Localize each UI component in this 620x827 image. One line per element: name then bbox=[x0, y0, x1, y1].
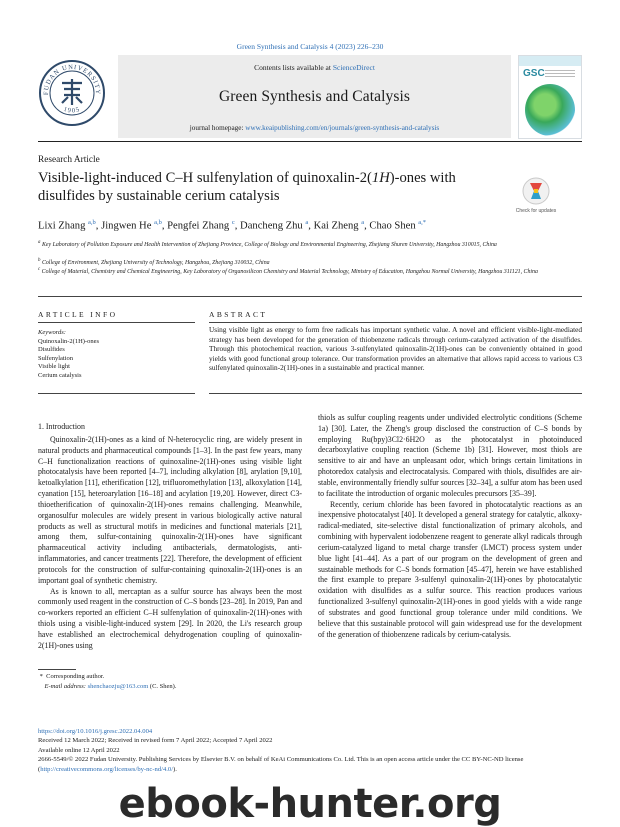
section-heading-introduction: 1. Introduction bbox=[38, 422, 85, 431]
article-title bbox=[38, 170, 488, 205]
author-name: Dancheng Zhu bbox=[240, 220, 303, 232]
body-column-left bbox=[38, 435, 302, 652]
affiliation-a-text: Key Laboratory of Pollution Exposure and Health Intervention of Zhejiang Province, College of Biology and Environmental Engineering, Zhejiang Shuren University, Hangzhou 310015, China bbox=[41, 241, 497, 248]
license-text-1: 2666-5549/© 2022 Fudan University. Publishing Services by Elsevier B.V. on behalf of KeAi Communications Co. Ltd. This is an open access article under the CC BY-NC-ND license ( bbox=[38, 756, 524, 773]
received-dates: Received 12 March 2022; Received in revised form 7 April 2022; Accepted 7 April 2022 bbox=[38, 737, 273, 745]
affiliation-c-text: College of Material, Chemistry and Chemical Engineering, Key Laboratory of Organosilicon Chemistry and Material Technology, Ministry of Education, Hangzhou Normal University, Hangzhou 311121, China bbox=[41, 268, 538, 275]
journal-title: Green Synthesis and Catalysis bbox=[218, 88, 411, 105]
cover-label: GSC bbox=[523, 68, 545, 79]
author-list: Lixi Zhang $^{a,b}$, Jingwen He $^{a,b}$, Pengfei Zhang $^c$, Dancheng Zhu $^a$, Kai Zheng $^a$, Chao Shen $^{a,*}$ bbox=[38, 219, 427, 232]
affiliation-rule bbox=[38, 296, 582, 297]
author-affiliation-marker[interactable]: a,* bbox=[418, 219, 427, 226]
abstract-text: Using visible light as energy to form free radicals has important synthetic value. A novel and efficient visible-light-mediated strategy has been developed for the generation of thiobenzene radicals through cerium-catalyzed activation of the disulfides. Through this photochemical reaction, various 3-sulfenylated quinoxalin-2(1H)-ones can be conveniently obtained in good yields with good functional group tolerance. Our transformation provides an alternative that allows rapid access to various C3 sulfenylated quinoxalin-2(1H)-ones in a sustainable and practical manner. bbox=[209, 325, 582, 373]
license-link[interactable]: http://creativecommons.org/licenses/by-nc-nd/4.0/ bbox=[40, 765, 174, 773]
affiliation-a: $^a$ Key Laboratory of Pollution Exposure and Health Intervention of Zhejiang Province, College of Biology and Environmental Engineering, Zhejiang Shuren University, Hangzhou 310015, China bbox=[38, 240, 497, 248]
keyword-item: Disulfides bbox=[38, 346, 65, 354]
author-name: Jingwen He bbox=[101, 220, 152, 232]
keywords-block bbox=[38, 329, 198, 381]
keyword-item: Visible light bbox=[38, 363, 70, 371]
journal-cover-image[interactable] bbox=[518, 55, 582, 139]
corresponding-author-footnote bbox=[38, 672, 338, 691]
title-part-1h: 1H bbox=[371, 170, 390, 186]
author-affiliation-marker[interactable]: c bbox=[231, 219, 235, 226]
intro-paragraph-3: Recently, cerium chloride has been favored in photocatalytic reactions as an inexpensive photocatalyst [40]. It developed a general strategy for catalytic, alkoxy-radical-mediated, site-selective distal functionalization of primary alcohols, and combining with hypervalent iodobenzene reagent to generate alkyl radicals through cerium-catalyzed ligand to metal charge transfer (LMCT) process system under blue light [41–44]. As a part of our program on the development of green and sustainable methods for C–S bonds formation [45–47], herein we have established the first example to prepare 3-sulfenyl quinoxalin-2(1H)-ones by photocatalytic oxidation with disulfides as a sulfur source. This reaction produces various functionalized 3-sulfenyl quinoxalin-2(1H)-ones in good yields with a wide range of substrates and good functional group tolerance under mild conditions. We believe that this sustainable protocol will gain widespread use for the development of the generation of thiobenzene radicals by cerium-catalysis. bbox=[318, 499, 582, 639]
email-suffix: (C. Shen). bbox=[148, 682, 177, 690]
license-text bbox=[38, 755, 582, 774]
intro-paragraph-2: As is known to all, mercaptan as a sulfur source has always been the most commonly used reagent in the construction of C–S bonds [23–28]. In 2019, Pan and co-workers reported an efficient C–H sulfenylation of quinoxalin-2(1H)-ones with thiols using a visible-light-induced system [29]. In 2020, the Li's research group have established an electrochemical dehydrogenation coupling of quinoxalin-2(1H)-ones using bbox=[38, 586, 302, 650]
email-link[interactable]: shenchaozju@163.com bbox=[87, 682, 149, 690]
intro-paragraph-2-continued: thiols as sulfur coupling reagents under undivided electrolytic conditions (Scheme 1a) [30]. Later, the Zheng's group disclosed the construction of C–S bonds by employing Ru(bpy)3Cl2·6H2O as the photocatalyst in photoinduced decarboxylative coupling reaction (Scheme 1b) [31]. However, most thiols are sensitive to air and have an unpleasant odor, which brings certain limitations in photoredox catalysis and electrocatalysis. Compared with thiols, disulfides are air-stable, environmentally friendly sulfur sources [32–34], a sulfur atom has been used to facilitate the introduction of organic molecules precursors [35–39]. bbox=[318, 413, 582, 498]
corresponding-label: Corresponding author. bbox=[46, 673, 105, 680]
article-type: Research Article bbox=[38, 155, 100, 165]
affiliation-c: $^c$ College of Material, Chemistry and Chemical Engineering, Key Laboratory of Organosilicon Chemistry and Material Technology, Ministry of Education, Hangzhou Normal University, Hangzhou 311121, China bbox=[38, 267, 538, 275]
author-affiliation-marker[interactable]: a,b bbox=[154, 219, 162, 226]
header-rule bbox=[38, 141, 582, 142]
author-name: Lixi Zhang bbox=[38, 220, 86, 232]
keywords-label: Keywords: bbox=[38, 329, 66, 336]
affiliation-b-text: College of Environment, Zhejiang University of Technology, Hangzhou, Zhejiang 310032, China bbox=[41, 259, 270, 266]
watermark: ebook-hunter.org bbox=[118, 781, 502, 827]
title-part-2: )-ones with disulfides by sustainable cerium catalysis bbox=[38, 170, 456, 204]
footnote-rule bbox=[38, 669, 76, 670]
email-label: E-mail address: bbox=[44, 682, 88, 690]
author-affiliation-marker[interactable]: a bbox=[305, 219, 309, 226]
doi-link[interactable]: https://doi.org/10.1016/j.gresc.2022.04.004 bbox=[38, 728, 153, 735]
article-metadata bbox=[38, 727, 582, 774]
article-info-rule bbox=[38, 322, 195, 323]
author-affiliation-marker[interactable]: a,b bbox=[88, 219, 96, 226]
title-part-1: Visible-light-induced C–H sulfenylation of quinoxalin-2( bbox=[38, 170, 372, 186]
check-for-updates-label[interactable]: Check for updates bbox=[515, 208, 557, 214]
journal-homepage bbox=[118, 124, 511, 132]
available-online: Available online 12 April 2022 bbox=[38, 746, 120, 754]
abstract-rule bbox=[209, 322, 582, 323]
university-seal-icon bbox=[38, 59, 106, 127]
keyword-item: Cerium catalysis bbox=[38, 371, 82, 379]
author-affiliation-marker[interactable]: a bbox=[361, 219, 365, 226]
author-name: Pengfei Zhang bbox=[167, 220, 230, 232]
keyword-item: Sulfenylation bbox=[38, 354, 74, 362]
abstract-heading: ABSTRACT bbox=[209, 310, 268, 319]
check-for-updates-icon[interactable] bbox=[522, 177, 550, 205]
homepage-link[interactable]: www.keaipublishing.com/en/journals/green-synthesis-and-catalysis bbox=[245, 124, 440, 132]
body-column-right bbox=[318, 413, 582, 640]
contents-line bbox=[118, 63, 511, 72]
article-info-heading: ARTICLE INFO bbox=[38, 310, 118, 319]
author-name: Kai Zheng bbox=[313, 220, 359, 232]
footnote-star: * bbox=[39, 673, 43, 680]
abstract-bottom-rule bbox=[209, 393, 582, 394]
svg-text:1905 bbox=[63, 106, 82, 115]
sciencedirect-link[interactable]: ScienceDirect bbox=[332, 63, 375, 72]
affiliation-b: $^b$ College of Environment, Zhejiang University of Technology, Hangzhou, Zhejiang 310032, China bbox=[38, 258, 270, 266]
keyword-item: Quinoxalin-2(1H)-ones bbox=[38, 337, 100, 345]
license-text-2: ). bbox=[173, 765, 177, 773]
seal-year: 1905 bbox=[62, 105, 82, 115]
homepage-prefix: journal homepage: bbox=[189, 124, 246, 132]
contents-prefix: Contents lists available at bbox=[254, 63, 333, 72]
keyword-list bbox=[38, 338, 198, 381]
article-info-bottom-rule bbox=[38, 393, 195, 394]
intro-paragraph-1: Quinoxalin-2(1H)-ones as a kind of N-heterocyclic ring, are widely present in natural products and pharmaceutical compounds [1–3]. In the past few years, many C–H functionalization reactions of quinoxaline-2(1H)-ones using visible light photocatalysis have been reported [4–7], including alkylation [8], arylation [9,10], ketoalkylation [11], etherification [12], trifluoromethylation [13], alkoxylation [14], cyanation [15], heteroarylation [16–18] and acylation [19,20]. However, direct C3-thioetherification of quinoxalin-2(1H)-ones remains challenging. Meanwhile, organosulfur molecules are widely present in various biologically active natural products as well as structural motifs in medicines and functional materials [21], among them, sulfur-containing quinoxalin-2(1H)-ones have significant pharmaceutical activity including antibacterials, dermatologists, anti-inflammatories, and cancer treatments [22]. Therefore, the development of efficient protocols for the construction of sulfur-containing quinoxalin-2(1H)-ones is an important goal of synthetic chemistry. bbox=[38, 435, 302, 585]
author-name: Chao Shen bbox=[369, 220, 416, 232]
seal-name: FUDAN UNIVERSITY bbox=[42, 63, 102, 96]
journal-citation[interactable]: Green Synthesis and Catalysis 4 (2023) 226–230 bbox=[236, 42, 384, 51]
